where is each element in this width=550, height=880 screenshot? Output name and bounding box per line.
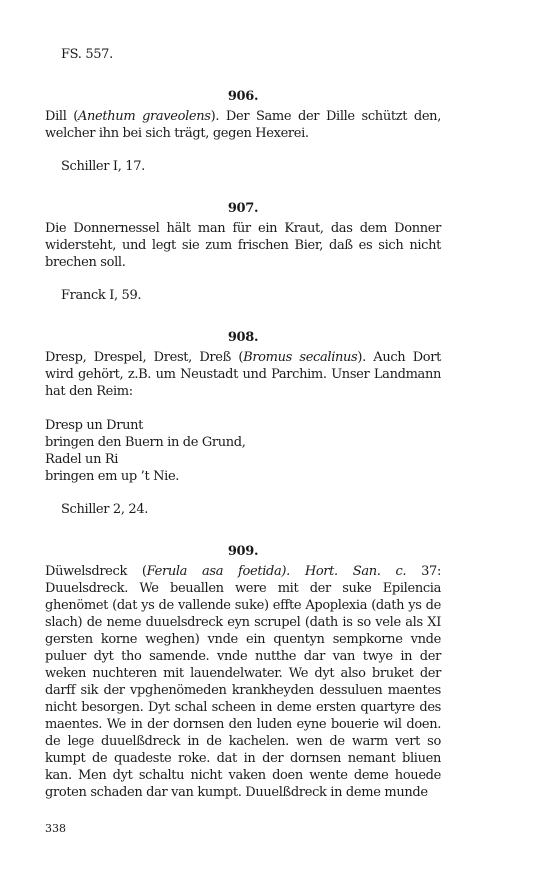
verse-line: Dresp un Drunt <box>45 418 144 433</box>
source-reference-907: Franck I, 59. <box>61 288 142 303</box>
source-reference-908: Schiller 2, 24. <box>61 502 149 517</box>
entry-number-908: 908. <box>227 330 259 345</box>
entry-number-906: 906. <box>227 89 259 104</box>
verse-line: bringen den Buern in de Grund, <box>45 435 246 450</box>
source-reference: FS. 557. <box>61 47 113 62</box>
entry-text-909 <box>45 563 441 801</box>
entry-text-part: Dill ( <box>45 109 78 124</box>
latin-name: Ferula asa foetida). Hort. San. c. <box>146 564 407 579</box>
verse-line: Radel un Ri <box>45 452 119 467</box>
entry-text-908 <box>45 349 441 400</box>
entry-text-part: 37: Duuelsdreck. We beuallen were mit der suke Epilencia ghenömet (dat ys de vallende suke) effte Apoplexia (dath ys de slach) de neme duuelsdreck eyn scrupel (dath is so vele als XI gersten korne weghen) vnde ein quentyn sempkorne vnde puluer dyt tho samende. vnde nutthe dar van twye in der weken nuchteren mit lauendelwater. We dyt also bruket der darff sik der vpghenömeden krankheyden dessuluen maentes nicht besorgen. Dyt schal scheen in deme ersten quartyre des maentes. We in der dornsen den luden eyne bouerie wil doen. de lege duuelßdreck in de kachelen. wen de warm vert so kumpt de quadeste roke. dat in der dornsen nemant bliuen kan. Men dyt schaltu nicht vaken doen wente deme houede groten schaden dar van kumpt. Duuelßdreck in deme munde <box>45 564 442 800</box>
verse-line: bringen em up ’t Nie. <box>45 469 180 484</box>
entry-text-907: Die Donnernessel hält man für ein Kraut, das dem Donner widersteht, und legt sie zum frischen Bier, daß es sich nicht brechen soll. <box>45 221 441 270</box>
latin-name: Anethum graveolens <box>78 109 211 124</box>
entry-text-906 <box>45 108 441 142</box>
verse <box>45 417 441 485</box>
entry-number-907: 907. <box>227 201 259 216</box>
entry-text-part: ). Der Same der Dille schützt den, welcher ihn bei sich trägt, gegen Hexerei. <box>45 109 441 141</box>
page-number: 338 <box>45 822 66 835</box>
source-reference-906: Schiller I, 17. <box>61 159 145 174</box>
entry-text-part: ). Auch Dort wird gehört, z.B. um Neustadt und Parchim. Unser Landmann hat den Reim: <box>45 350 442 399</box>
entry-text-part: Düwelsdreck ( <box>45 564 147 579</box>
page-body <box>45 46 441 801</box>
entry-text-part: Dresp, Drespel, Drest, Dreß ( <box>45 350 244 365</box>
entry-number-909: 909. <box>227 544 259 559</box>
latin-name: Bromus secalinus <box>243 350 358 365</box>
